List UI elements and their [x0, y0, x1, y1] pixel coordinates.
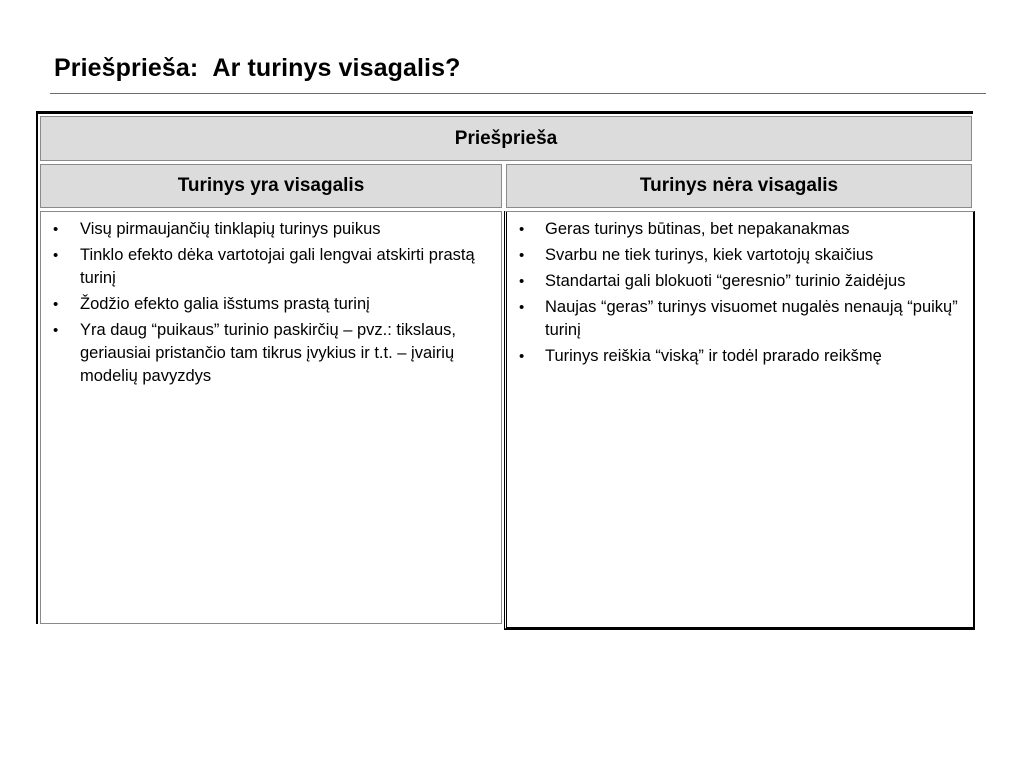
- list-item-text: Turinys reiškia “viską” ir todėl prarado reikšmę: [545, 347, 882, 365]
- right-column-heading: Turinys nėra visagalis: [639, 175, 839, 196]
- bullet-icon: •: [53, 296, 59, 313]
- list-item-text: Geras turinys būtinas, bet nepakanakmas: [545, 220, 850, 238]
- list-item: [519, 270, 965, 293]
- bullet-icon: •: [519, 273, 525, 290]
- list-item: [53, 319, 493, 388]
- slide-title: Priešpriešа: Ar turinys visagalis?: [54, 54, 461, 82]
- right-bullet-list: [507, 212, 973, 368]
- table-header: [40, 116, 972, 161]
- list-item-text: Naujas “geras” turinys visuomet nugalės nenaują “puikų” turinį: [545, 298, 958, 339]
- left-bullet-list: [41, 212, 501, 388]
- list-item: [53, 293, 493, 316]
- list-item: [519, 345, 965, 368]
- list-item-text: Tinklo efekto dėka vartotojai gali lengvai atskirti prastą turinį: [80, 246, 475, 287]
- list-item-text: Žodžio efekto galia išstums prastą turinį: [80, 295, 370, 313]
- list-item-text: Svarbu ne tiek turinys, kiek vartotojų skaičius: [545, 246, 874, 264]
- list-item: [519, 244, 965, 267]
- bullet-icon: •: [53, 322, 59, 339]
- bullet-icon: •: [53, 247, 59, 264]
- bullet-icon: •: [519, 247, 525, 264]
- title-divider: [50, 93, 986, 94]
- left-column-header: [40, 164, 502, 208]
- list-item-text: Yra daug “puikaus” turinio paskirčių – pvz.: tikslaus, geriausiai pristančio tam tikrus įvykius ir t.t. – įvairių modelių pavyzdys: [80, 321, 457, 385]
- list-item-text: Visų pirmaujančių tinklapių turinys puikus: [80, 220, 381, 238]
- bullet-icon: •: [53, 221, 59, 238]
- list-item-text: Standartai gali blokuoti “geresnio” turinio žaidėjus: [545, 272, 906, 290]
- table-header-label: Priešpriešа: [454, 127, 558, 149]
- bullet-icon: •: [519, 299, 525, 316]
- right-column-header: [506, 164, 972, 208]
- list-item: [53, 218, 493, 241]
- left-column-heading: Turinys yra visagalis: [177, 175, 365, 196]
- bullet-icon: •: [519, 348, 525, 365]
- bullet-icon: •: [519, 221, 525, 238]
- right-column-body: [504, 211, 975, 630]
- list-item: [53, 244, 493, 290]
- list-item: [519, 218, 965, 241]
- list-item: [519, 296, 965, 342]
- left-column-body: [40, 211, 502, 624]
- comparison-table: [36, 111, 973, 624]
